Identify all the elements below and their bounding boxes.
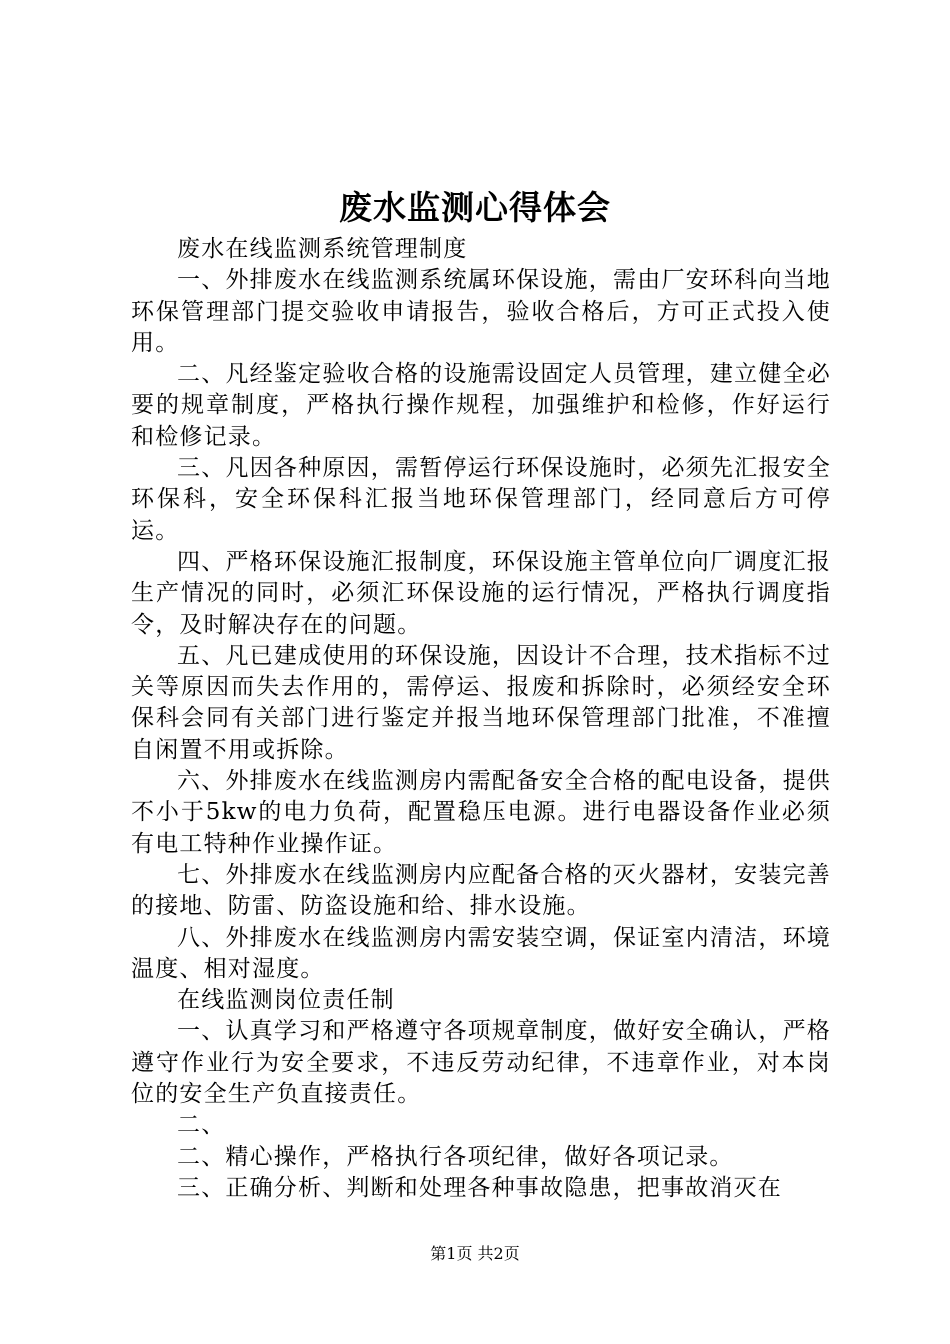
paragraph: 二、凡经鉴定验收合格的设施需设固定人员管理，建立健全必要的规章制度，严格执行操作规程，加强维护和检修，作好运行和检修记录。 xyxy=(131,361,831,450)
paragraph: 五、凡已建成使用的环保设施，因设计不合理，技术指标不过关等原因而失去作用的，需停运、报废和拆除时，必须经安全环保科会同有关部门进行鉴定并报当地环保管理部门批准，不准擅自闲置不用或拆除。 xyxy=(131,642,831,763)
paragraph: 三、正确分析、判断和处理各种事故隐患，把事故消灭在 xyxy=(177,1174,782,1201)
paragraph: 八、外排废水在线监测房内需安装空调，保证室内清洁，环境温度、相对湿度。 xyxy=(131,924,831,982)
paragraph: 一、认真学习和严格遵守各项规章制度，做好安全确认，严格遵守作业行为安全要求，不违反劳动纪律，不违章作业，对本岗位的安全生产负直接责任。 xyxy=(131,1018,831,1108)
paragraph: 二、 xyxy=(177,1112,226,1139)
paragraph: 废水在线监测系统管理制度 xyxy=(177,236,468,262)
paragraph: 七、外排废水在线监测房内应配备合格的灭火器材，安装完善的接地、防雷、防盗设施和给、排水设施。 xyxy=(131,861,831,920)
paragraph: 四、严格环保设施汇报制度，环保设施主管单位向厂调度汇报生产情况的同时，必须汇环保设施的运行情况，严格执行调度指令，及时解决存在的问题。 xyxy=(131,548,831,638)
paragraph: 在线监测岗位责任制 xyxy=(177,987,395,1014)
document-body xyxy=(131,234,831,1204)
paragraph: 一、外排废水在线监测系统属环保设施，需由厂安环科向当地环保管理部门提交验收申请报告，验收合格后，方可正式投入使用。 xyxy=(131,267,831,356)
paragraph: 三、凡因各种原因，需暂停运行环保设施时，必须先汇报安全环保科，安全环保科汇报当地环保管理部门，经同意后方可停运。 xyxy=(131,455,831,544)
page-footer: 第1页 共2页 xyxy=(430,1244,520,1263)
paragraph: 二、精心操作，严格执行各项纪律，做好各项记录。 xyxy=(177,1143,734,1170)
paragraph: 六、外排废水在线监测房内需配备安全合格的配电设备，提供不小于5kw的电力负荷，配置稳压电源。进行电器设备作业必须有电工特种作业操作证。 xyxy=(131,768,831,857)
document-title: 废水监测心得体会 xyxy=(339,188,611,227)
